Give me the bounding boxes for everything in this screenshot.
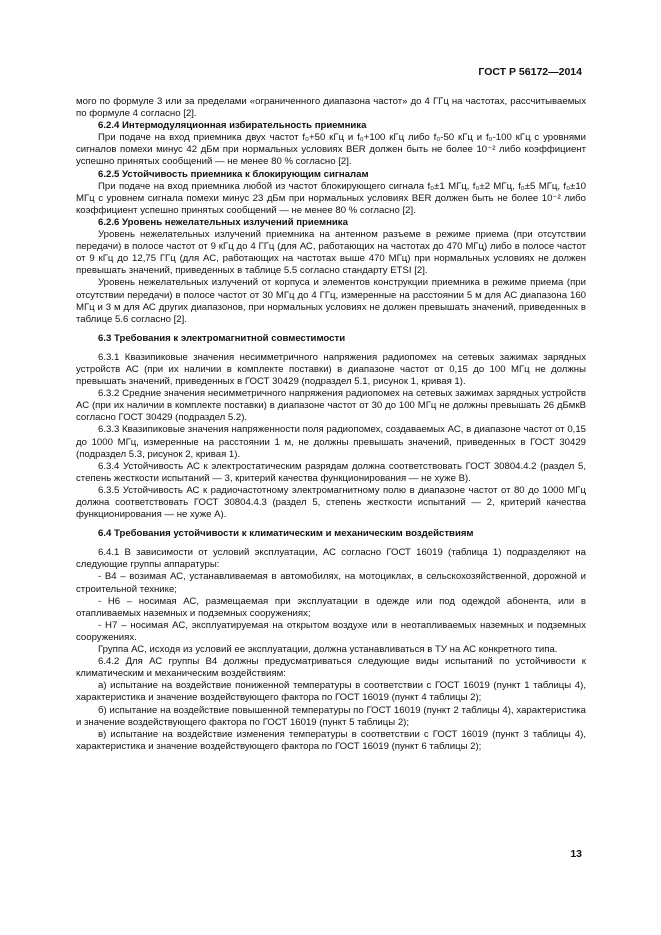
paragraph: При подаче на вход приемника любой из частот блокирующего сигнала f₀±1 МГц, f₀±2 МГц, f₀±5 МГц, f₀±10 МГц с уровнем сигнала помехи минус 23 дБм при нормальных условиях BER должен быть не более 10⁻² либо коэффициент успешно принятых сообщений — не менее 80 % согласно [2]. xyxy=(76,180,586,216)
paragraph: 6.4.2 Для АС группы В4 должны предусматриваться следующие виды испытаний по устойчивости к климатическим и механическим воздействиям: xyxy=(76,656,586,680)
paragraph: Группа АС, исходя из условий ее эксплуатации, должна устанавливаться в ТУ на АС конкретного типа. xyxy=(98,644,558,656)
paragraph: 6.4.1 В зависимости от условий эксплуатации, АС согласно ГОСТ 16019 (таблица 1) подразделяют на следующие группы аппаратуры: xyxy=(76,547,586,571)
spacer xyxy=(76,521,586,528)
paragraph: 6.3.2 Средние значения несимметричного напряжения радиопомех на сетевых зажимах зарядных устройств АС (при их наличии в комплекте поставки) в диапазоне частот от 30 до 100 МГц не должны превышать 26 дБмкВ согласно ГОСТ 30429 (подраздел 5.2). xyxy=(76,388,586,424)
document-body xyxy=(76,96,586,753)
paragraph: 6.3.3 Квазипиковые значения напряженности поля радиопомех, создаваемых АС, в диапазоне частот от 0,15 до 1000 МГц, измеренные на расстоянии 1 м, не должны превышать значений, приведенных в ГОСТ 30429 (подраздел 5.3, рисунок 2, кривая 1). xyxy=(76,424,586,460)
running-header: ГОСТ Р 56172—2014 xyxy=(478,66,582,78)
paragraph: мого по формуле 3 или за пределами «ограниченного диапазона частот» до 4 ГГц на частотах, рассчитываемых по формуле 4 согласно [2]. xyxy=(76,96,586,120)
spacer xyxy=(76,345,586,352)
spacer xyxy=(76,326,586,333)
paragraph: 6.3.1 Квазипиковые значения несимметричного напряжения радиопомех на сетевых зажимах зарядных устройств АС (при их наличии в комплекте поставки) в диапазоне частот от 0,15 до 100 МГц не должны превышать значений, приведенных в ГОСТ 30429 (подраздел 5.1, рисунок 1, кривая 1). xyxy=(76,351,586,388)
paragraph: 6.3.4 Устойчивость АС к электростатическим разрядам должна соответствовать ГОСТ 30804.4.2 (раздел 5, степень жесткости испытаний — 3, критерий качества функционирования — не хуже В). xyxy=(76,460,586,484)
paragraph: а) испытание на воздействие пониженной температуры в соответствии с ГОСТ 16019 (пункт 1 таблицы 4), характеристика и значение воздействующего фактора по ГОСТ 16019 (пункт 4 таблицы 2); xyxy=(76,680,586,704)
section-heading: 6.2.6 Уровень нежелательных излучений приемника xyxy=(98,216,348,228)
paragraph: Уровень нежелательных излучений приемника на антенном разъеме в режиме приема (при отсутствии передачи) в полосе частот от 9 кГц до 4 ГГц (для АС, работающих на частотах до 470 МГц) либо в полосе частот от 9 кГц до 12,75 ГГц (для АС, работающих на частотах выше 470 МГц) при нормальных условиях не должен превышать значений, приведенных в таблице 5.5 согласно стандарту ETSI [2]. xyxy=(76,229,586,277)
page-number: 13 xyxy=(570,848,582,860)
section-heading: 6.4 Требования устойчивости к климатическим и механическим воздействиям xyxy=(98,528,474,540)
paragraph: б) испытание на воздействие повышенной температуры по ГОСТ 16019 (пункт 2 таблицы 4), характеристика и значение воздействующего фактора по ГОСТ 16019 (пункт 5 таблицы 2); xyxy=(76,704,586,728)
paragraph: При подаче на вход приемника двух частот f₀+50 кГц и f₀+100 кГц либо f₀-50 кГц и f₀-100 кГц с уровнями сигналов помехи минус 42 дБм при нормальных условиях BER должен быть не более 10⁻² либо коэффициент успешно принятых сообщений — не менее 80 % согласно [2]. xyxy=(76,132,586,168)
section-heading: 6.2.5 Устойчивость приемника к блокирующим сигналам xyxy=(98,168,369,180)
paragraph: в) испытание на воздействие изменения температуры в соответствии с ГОСТ 16019 (пункт 3 таблицы 4), характеристика и значение воздействующего фактора по ГОСТ 16019 (пункт 6 таблицы 2); xyxy=(76,728,586,752)
paragraph: Уровень нежелательных излучений от корпуса и элементов конструкции приемника в режиме приема (при отсутствии передачи) в полосе частот от 30 МГц до 4 ГГц, измеренные на расстоянии 5 м для АС диапазона 160 МГц и 3 м для АС других диапазонов, при нормальных условиях не должен превышать значений, приведенных в таблице 5.6 согласно [2]. xyxy=(76,277,586,325)
section-heading: 6.3 Требования к электромагнитной совместимости xyxy=(98,332,346,344)
paragraph: - В4 – возимая АС, устанавливаемая в автомобилях, на мотоциклах, в сельскохозяйственной, дорожной и строительной технике; xyxy=(76,571,586,595)
paragraph: - Н7 – носимая АС, эксплуатируемая на открытом воздухе или в неотапливаемых наземных и подземных сооружениях. xyxy=(76,619,586,643)
paragraph: 6.3.5 Устойчивость АС к радиочастотному электромагнитному полю в диапазоне частот от 80 до 1000 МГц должна соответствовать ГОСТ 30804.4.3 (раздел 5, степень жесткости испытаний — 2, критерий качества функционирования — не хуже А). xyxy=(76,484,586,521)
section-heading: 6.2.4 Интермодуляционная избирательность приемника xyxy=(98,120,367,132)
paragraph: - Н6 – носимая АС, размещаемая при эксплуатации в одежде или под одеждой абонента, или в отапливаемых наземных и подземных сооружениях; xyxy=(76,595,586,619)
spacer xyxy=(76,540,586,547)
